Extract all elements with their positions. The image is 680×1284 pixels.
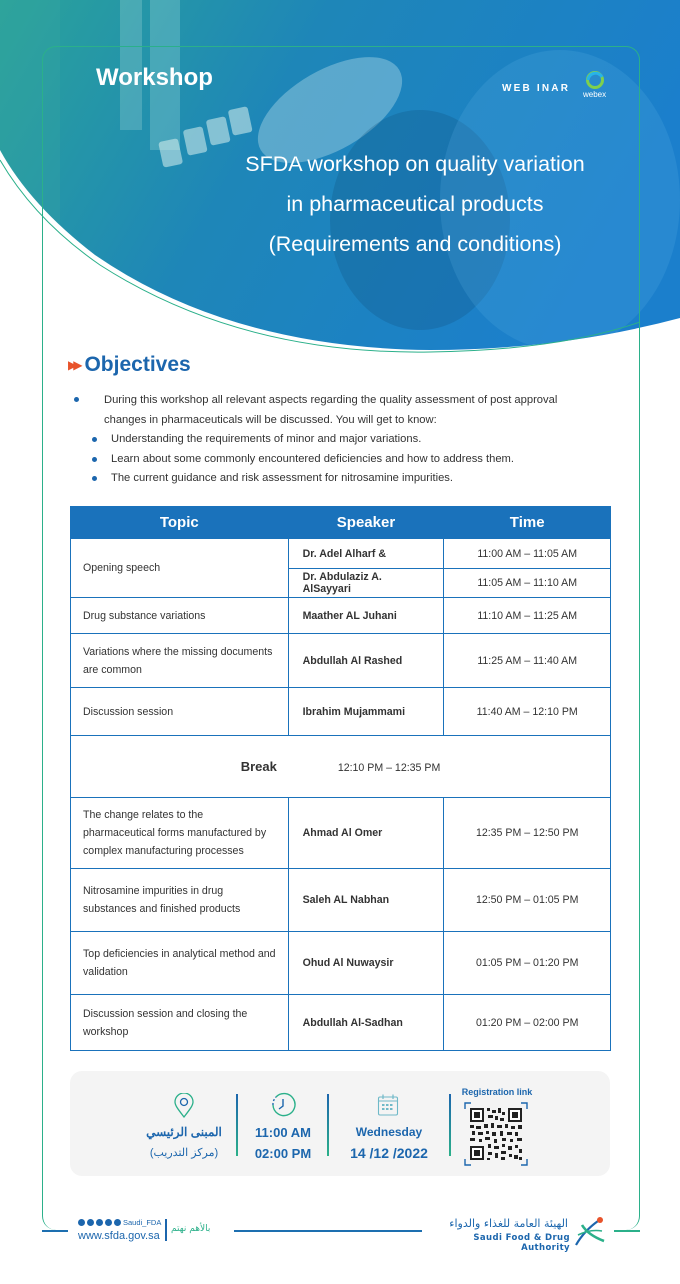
agenda-header-row — [71, 507, 611, 539]
location-pin-icon — [173, 1093, 195, 1119]
divider — [327, 1094, 329, 1156]
org-name-arabic: الهيئة العامة للغذاء والدواء — [449, 1217, 568, 1230]
speaker-cell: Maather AL Juhani — [288, 598, 444, 634]
speaker-cell: Saleh AL Nabhan — [288, 869, 444, 932]
date-info — [333, 1122, 445, 1164]
location-line: المبنى الرئيسي — [146, 1125, 222, 1139]
footer-separator — [165, 1219, 167, 1241]
objective-item: The current guidance and risk assessment for nitrosamine impurities. — [72, 469, 592, 489]
column-header-topic: Topic — [71, 507, 289, 539]
objectives-list — [72, 391, 592, 489]
time-cell: 01:05 PM – 01:20 PM — [444, 932, 611, 995]
website-link[interactable]: www.sfda.gov.sa — [78, 1230, 160, 1242]
table-row — [71, 634, 611, 688]
speaker-cell: Abdullah Al-Sadhan — [288, 995, 444, 1051]
speaker-cell: Ohud Al Nuwaysir — [288, 932, 444, 995]
objectives-title: Objectives — [84, 353, 191, 376]
divider — [449, 1094, 451, 1156]
table-row — [71, 932, 611, 995]
topic-cell: Top deficiencies in analytical method and validation — [71, 932, 289, 995]
divider — [236, 1094, 238, 1156]
topic-cell: Variations where the missing documents are common — [71, 634, 289, 688]
speaker-cell: Ibrahim Mujammami — [288, 688, 444, 736]
qr-code-icon[interactable] — [464, 1102, 528, 1166]
twitter-icon[interactable] — [78, 1219, 85, 1226]
column-header-time: Time — [444, 507, 611, 539]
footer-divider — [234, 1230, 422, 1232]
social-handles — [78, 1218, 161, 1227]
time-cell: 12:50 PM – 01:05 PM — [444, 869, 611, 932]
social-handle: Saudi_FDA — [123, 1218, 162, 1227]
time-cell: 11:40 AM – 12:10 PM — [444, 688, 611, 736]
table-row — [71, 869, 611, 932]
webex-brand: webex — [583, 90, 607, 99]
footer-divider — [614, 1230, 640, 1232]
slogan: بالأهم نهتم — [171, 1224, 211, 1234]
table-row — [71, 598, 611, 634]
table-row — [71, 798, 611, 869]
event-date: 14 /12 /2022 — [350, 1145, 428, 1161]
end-time: 02:00 PM — [254, 1146, 312, 1161]
time-cell: 01:20 PM – 02:00 PM — [444, 995, 611, 1051]
location-info — [134, 1122, 234, 1164]
break-row — [71, 736, 611, 798]
objective-intro: During this workshop all relevant aspects regarding the quality assessment of post approval changes in pharmaceuticals will be discussed. You will get to know: — [72, 391, 592, 430]
instagram-icon[interactable] — [96, 1219, 103, 1226]
time-cell: 11:25 AM – 11:40 AM — [444, 634, 611, 688]
speaker-cell: Ahmad Al Omer — [288, 798, 444, 869]
speaker-cell: Dr. Abdulaziz A. AlSayyari — [288, 569, 444, 598]
break-time: 12:10 PM – 12:35 PM — [337, 762, 441, 774]
topic-cell: Drug substance variations — [71, 598, 289, 634]
time-info — [243, 1122, 323, 1164]
event-title — [190, 144, 640, 264]
event-day: Wednesday — [355, 1125, 423, 1139]
speaker-cell: Dr. Adel Alharf & — [288, 539, 444, 569]
facebook-icon[interactable] — [114, 1219, 121, 1226]
snapchat-icon[interactable] — [105, 1219, 112, 1226]
speaker-cell: Abdullah Al Rashed — [288, 634, 444, 688]
time-cell: 11:00 AM – 11:05 AM — [444, 539, 611, 569]
table-row — [71, 688, 611, 736]
objectives-heading — [68, 353, 191, 377]
time-cell: 12:35 PM – 12:50 PM — [444, 798, 611, 869]
double-chevron-icon: ▶▶ — [68, 358, 79, 372]
footer-divider — [42, 1230, 68, 1232]
event-title-line: in pharmaceutical products — [286, 192, 544, 216]
topic-cell: Opening speech — [71, 539, 289, 598]
event-title-line: SFDA workshop on quality variation — [245, 152, 585, 176]
youtube-icon[interactable] — [87, 1219, 94, 1226]
clock-icon — [270, 1092, 296, 1118]
objective-item: Learn about some commonly encountered deficiencies and how to address them. — [72, 450, 592, 470]
column-header-speaker: Speaker — [288, 507, 444, 539]
calendar-icon — [377, 1093, 399, 1117]
table-row — [71, 995, 611, 1051]
break-label: Break — [240, 759, 277, 774]
workshop-label: Workshop — [96, 64, 213, 91]
objective-item: Understanding the requirements of minor and major variations. — [72, 430, 592, 450]
event-title-line: (Requirements and conditions) — [268, 232, 562, 256]
break-cell — [71, 736, 611, 798]
topic-cell: Discussion session — [71, 688, 289, 736]
topic-cell: The change relates to the pharmaceutical forms manufactured by complex manufacturing processes — [71, 798, 289, 869]
webinar-label: WEB INAR — [502, 83, 571, 94]
time-cell: 11:10 AM – 11:25 AM — [444, 598, 611, 634]
org-name-english: Saudi Food & Drug Authority — [473, 1233, 570, 1253]
agenda-table — [70, 506, 611, 1051]
registration-label: Registration link — [461, 1087, 533, 1097]
location-line: (مركز التدريب) — [149, 1147, 219, 1159]
time-cell: 11:05 AM – 11:10 AM — [444, 569, 611, 598]
sfda-logo-icon — [572, 1215, 608, 1247]
topic-cell: Nitrosamine impurities in drug substances and finished products — [71, 869, 289, 932]
topic-cell: Discussion session and closing the workshop — [71, 995, 289, 1051]
start-time: 11:00 AM — [255, 1125, 311, 1140]
table-row — [71, 539, 611, 569]
